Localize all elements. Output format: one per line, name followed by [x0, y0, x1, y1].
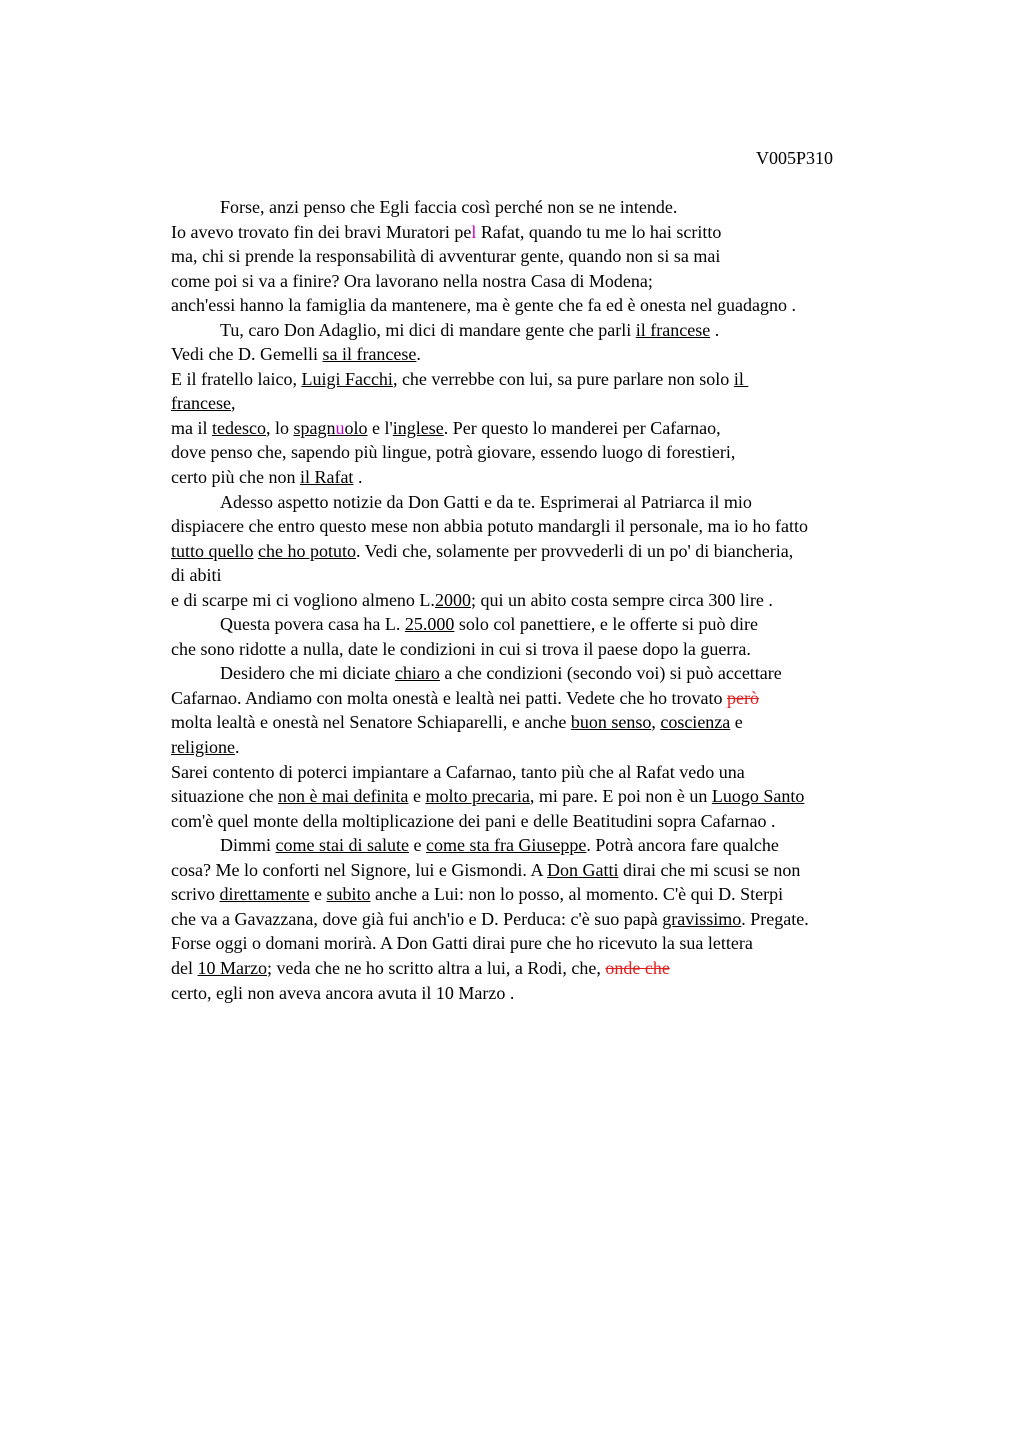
text-run: .: [416, 344, 421, 365]
text-run: Forse oggi o domani morirà. A Don Gatti dirai pure che ho ricevuto la sua lettera: [171, 933, 753, 954]
text-run: com'è quel monte della moltiplicazione dei pani e delle Beatitudini sopra Cafarnao .: [171, 810, 776, 831]
text-run: ma il: [171, 417, 212, 438]
text-line: [171, 710, 911, 735]
text-run: come poi si va a finire? Ora lavorano nella nostra Casa di Modena;: [171, 270, 653, 291]
text-run: Dimmi: [220, 835, 276, 856]
letter-body: [171, 195, 911, 1005]
text-run: .: [234, 737, 240, 758]
underlined-phrase: direttamente: [219, 884, 310, 905]
underlined-phrase: Luogo Santo: [711, 786, 805, 807]
underlined-phrase: tutto quello: [171, 540, 254, 561]
text-line: [171, 784, 911, 809]
text-run: Vedi che D. Gemelli: [171, 344, 323, 365]
text-run: olo: [344, 417, 368, 438]
text-run: del: [171, 957, 198, 978]
text-run: scrivo: [171, 884, 220, 905]
text-line: [171, 686, 911, 711]
text-line: [171, 490, 911, 515]
underlined-phrase: il: [733, 368, 749, 389]
text-run: .: [710, 319, 720, 340]
text-run: e: [408, 835, 426, 856]
underlined-phrase: gravissimo: [662, 908, 742, 929]
underlined-phrase: molto precaria: [425, 786, 530, 807]
text-run: Rafat, quando tu me lo hai scritto: [476, 221, 722, 242]
text-run: Tu, caro Don Adaglio, mi dici di mandare gente che parli: [220, 319, 636, 340]
underlined-phrase: come sta fra Giuseppe: [425, 835, 587, 856]
page-identifier: V005P310: [756, 148, 834, 168]
text-line: [171, 563, 911, 588]
text-run: e l': [367, 417, 393, 438]
text-line: [171, 244, 911, 269]
underlined-phrase: [294, 418, 368, 438]
text-line: [171, 539, 911, 564]
text-line: [171, 269, 911, 294]
inserted-letter: u: [335, 417, 345, 438]
text-line: [171, 465, 911, 490]
text-run: ma, chi si prende la responsabilità di avventurar gente, quando non si sa mai: [171, 246, 721, 267]
text-run: Sarei contento di poterci impiantare a Cafarnao, tanto più che al Rafat vedo una: [171, 761, 745, 782]
underlined-phrase: sa il francese: [322, 344, 417, 365]
text-line: [171, 833, 911, 858]
text-run: a che condizioni (secondo voi) si può accettare: [439, 663, 782, 684]
text-line: [171, 637, 911, 662]
text-line: [171, 735, 911, 760]
text-run: e di scarpe mi ci vogliono almeno L.: [171, 589, 435, 610]
inserted-letter: l: [471, 221, 477, 242]
text-run: ; qui un abito costa sempre circa 300 lire .: [470, 589, 773, 610]
text-run: certo, egli non aveva ancora avuta il 10 Marzo .: [171, 982, 515, 1003]
text-line: [171, 931, 911, 956]
underlined-phrase: francese: [171, 393, 231, 414]
text-line: [171, 416, 911, 441]
text-run: Questa povera casa ha L.: [220, 614, 405, 635]
text-line: [171, 440, 911, 465]
text-run: E il fratello laico,: [171, 368, 302, 389]
text-run: ; veda che ne ho scritto altra a lui, a Rodi, che,: [266, 957, 606, 978]
text-run: certo più che non: [171, 467, 300, 488]
text-run: situazione che: [171, 786, 278, 807]
underlined-phrase: chiaro: [394, 663, 440, 684]
text-run: anche a Lui: non lo posso, al momento. C'è qui D. Sterpi: [370, 884, 784, 905]
underlined-phrase: Don Gatti: [546, 859, 619, 880]
text-run: anch'essi hanno la famiglia da mantenere, ma è gente che fa ed è onesta nel guadagno .: [171, 295, 796, 316]
text-run: solo col panettiere, e le offerte si può dire: [454, 614, 758, 635]
underlined-phrase: tedesco: [212, 417, 266, 438]
text-run: dove penso che, sapendo più lingue, potrà giovare, essendo luogo di forestieri,: [171, 442, 736, 463]
underlined-phrase: religione: [171, 737, 235, 758]
text-line: [171, 882, 911, 907]
text-line: [171, 981, 911, 1006]
text-run: Io avevo trovato fin dei bravi Muratori pe: [171, 221, 472, 242]
text-line: [171, 907, 911, 932]
underlined-phrase: 25.000: [404, 614, 455, 635]
text-line: [171, 612, 911, 637]
text-line: [171, 195, 911, 220]
text-run: , mi pare. E poi non è un: [529, 786, 712, 807]
text-line: [171, 220, 911, 245]
text-line: [171, 367, 911, 392]
text-run: dirai che mi scusi se non: [618, 859, 801, 880]
text-run: Forse, anzi penso che Egli faccia così perché non se ne intende.: [220, 197, 678, 217]
text-run: di abiti: [171, 565, 222, 586]
text-line: [171, 342, 911, 367]
text-line: [171, 661, 911, 686]
text-run: e: [730, 712, 743, 733]
text-run: . Pregate.: [741, 908, 809, 929]
text-run: cosa? Me lo conforti nel Signore, lui e Gismondi. A: [171, 859, 547, 880]
text-line: [171, 956, 911, 981]
text-run: . Per questo lo manderei per Cafarnao,: [443, 417, 721, 438]
text-run: che sono ridotte a nulla, date le condizioni in cui si trova il paese dopo la guerra.: [171, 638, 751, 659]
text-line: [171, 760, 911, 785]
text-line: [171, 391, 911, 416]
underlined-phrase: non è mai definita: [277, 786, 409, 807]
underlined-phrase: Luigi Facchi: [301, 368, 393, 389]
text-line: [171, 858, 911, 883]
text-run: spagn: [293, 417, 336, 438]
text-run: e: [408, 786, 426, 807]
text-line: [171, 318, 911, 343]
underlined-phrase: subito: [326, 884, 371, 905]
text-run: . Potrà ancora fare qualche: [586, 835, 779, 856]
text-run: ,: [230, 393, 236, 414]
underlined-phrase: come stai di salute: [275, 835, 409, 856]
text-run: .: [353, 467, 363, 488]
text-line: [171, 588, 911, 613]
text-run: che va a Gavazzana, dove già fui anch'io e D. Perduca: c'è suo papà: [171, 908, 663, 929]
underlined-phrase: il Rafat: [299, 467, 354, 488]
struck-word: però: [726, 687, 759, 708]
text-run: , che verrebbe con lui, sa pure parlare non solo: [392, 368, 734, 389]
text-run: molta lealtà e onestà nel Senatore Schiaparelli, e anche: [171, 712, 571, 733]
underlined-phrase: buon senso: [570, 712, 652, 733]
struck-word: onde che: [605, 957, 670, 978]
text-run: ,: [651, 712, 661, 733]
text-run: dispiacere che entro questo mese non abbia potuto mandargli il personale, ma io ho fatto: [171, 516, 808, 537]
text-run: Adesso aspetto notizie da Don Gatti e da te. Esprimerai al Patriarca il mio: [220, 491, 752, 512]
text-line: [171, 293, 911, 318]
underlined-phrase: 10 Marzo: [197, 957, 267, 978]
underlined-phrase: coscienza: [660, 712, 731, 733]
text-run: Desidero che mi diciate: [220, 663, 395, 684]
text-run: Cafarnao. Andiamo con molta onestà e lealtà nei patti. Vedete che ho trovato: [171, 687, 727, 708]
text-run: , lo: [265, 417, 294, 438]
underlined-phrase: inglese: [392, 417, 444, 438]
underlined-phrase: 2000: [434, 589, 471, 610]
underlined-phrase: che ho potuto: [258, 540, 356, 561]
text-run: e: [309, 884, 327, 905]
text-run: . Vedi che, solamente per provvederli di un po' di biancheria,: [355, 540, 794, 561]
text-line: [171, 514, 911, 539]
underlined-phrase: il francese: [635, 319, 711, 340]
text-line: [171, 809, 911, 834]
